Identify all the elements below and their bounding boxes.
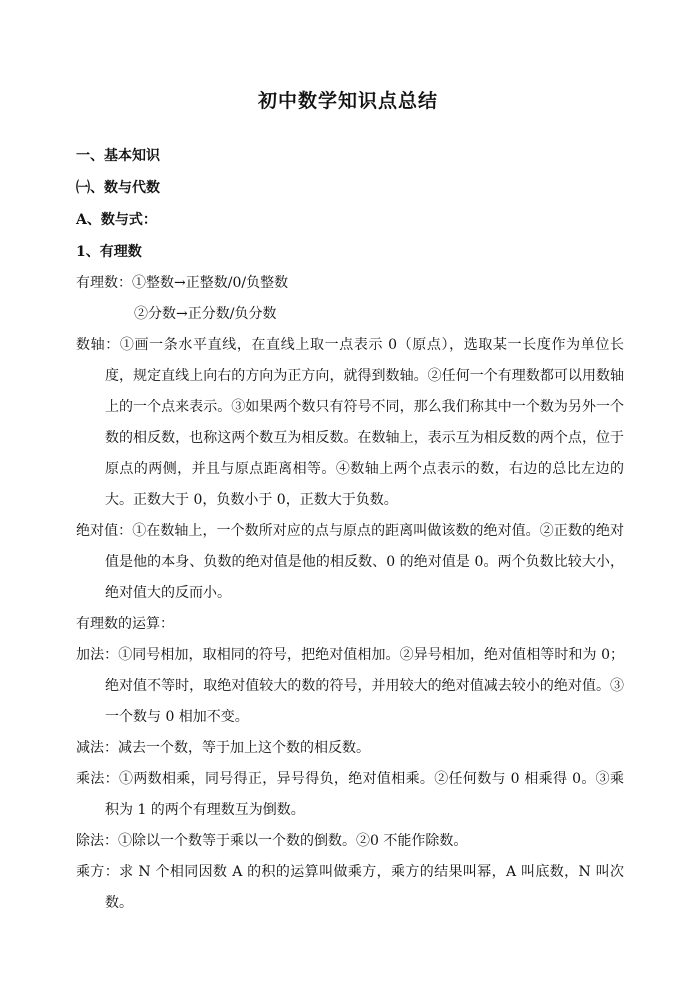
- heading-numbers-algebra: ㈠、数与代数: [76, 180, 160, 196]
- heading-basic-knowledge: 一、基本知识: [76, 148, 160, 164]
- page-title: 初中数学知识点总结: [257, 90, 438, 112]
- number-line-definition: 数轴：①画一条水平直线，在直线上取一点表示 0（原点），选取某一长度作为单位长度，规定直线上向右的方向为正方向，就得到数轴。②任何一个有理数都可以用数轴上的一个点来表示。③如果两个数只有符号不同，那么我们称其中一个数为另外一个数的相反数，也称这两个数互为相反数。在数轴上，表示互为相反数的两个点，位于原点的两侧，并且与原点距离相等。④数轴上两个点表示的数，右边的总比左边的大。正数大于 0，负数小于 0，正数大于负数。: [76, 337, 624, 508]
- rational-classification-fractions: ②分数→正分数/负分数: [134, 306, 277, 322]
- rational-classification-integers: 有理数：①整数→正整数/0/负整数: [76, 275, 289, 291]
- subtraction-rule: 减法：减去一个数，等于加上这个数的相反数。: [76, 740, 370, 756]
- heading-numbers-expressions: A、数与式：: [76, 212, 157, 228]
- absolute-value-definition: 绝对值：①在数轴上，一个数所对应的点与原点的距离叫做该数的绝对值。②正数的绝对值是他的本身、负数的绝对值是他的相反数、0 的绝对值是 0。两个负数比较大小，绝对值大的反而小。: [76, 523, 624, 601]
- heading-rational-numbers: 1、有理数: [76, 244, 142, 260]
- document-body: [76, 140, 624, 919]
- power-rule: 乘方：求 N 个相同因数 A 的积的运算叫做乘方，乘方的结果叫幂，A 叫底数，N 叫次数。: [76, 864, 624, 911]
- division-rule: 除法：①除以一个数等于乘以一个数的倒数。②0 不能作除数。: [76, 833, 468, 849]
- operations-heading: 有理数的运算：: [76, 616, 174, 632]
- addition-rule: 加法：①同号相加，取相同的符号，把绝对值相加。②异号相加，绝对值相等时和为 0；绝对值不等时，取绝对值较大的数的符号，并用较大的绝对值减去较小的绝对值。③一个数与 0 相加不变。: [76, 647, 624, 725]
- multiplication-rule: 乘法：①两数相乘，同号得正，异号得负，绝对值相乘。②任何数与 0 相乘得 0。③乘积为 1 的两个有理数互为倒数。: [76, 771, 624, 818]
